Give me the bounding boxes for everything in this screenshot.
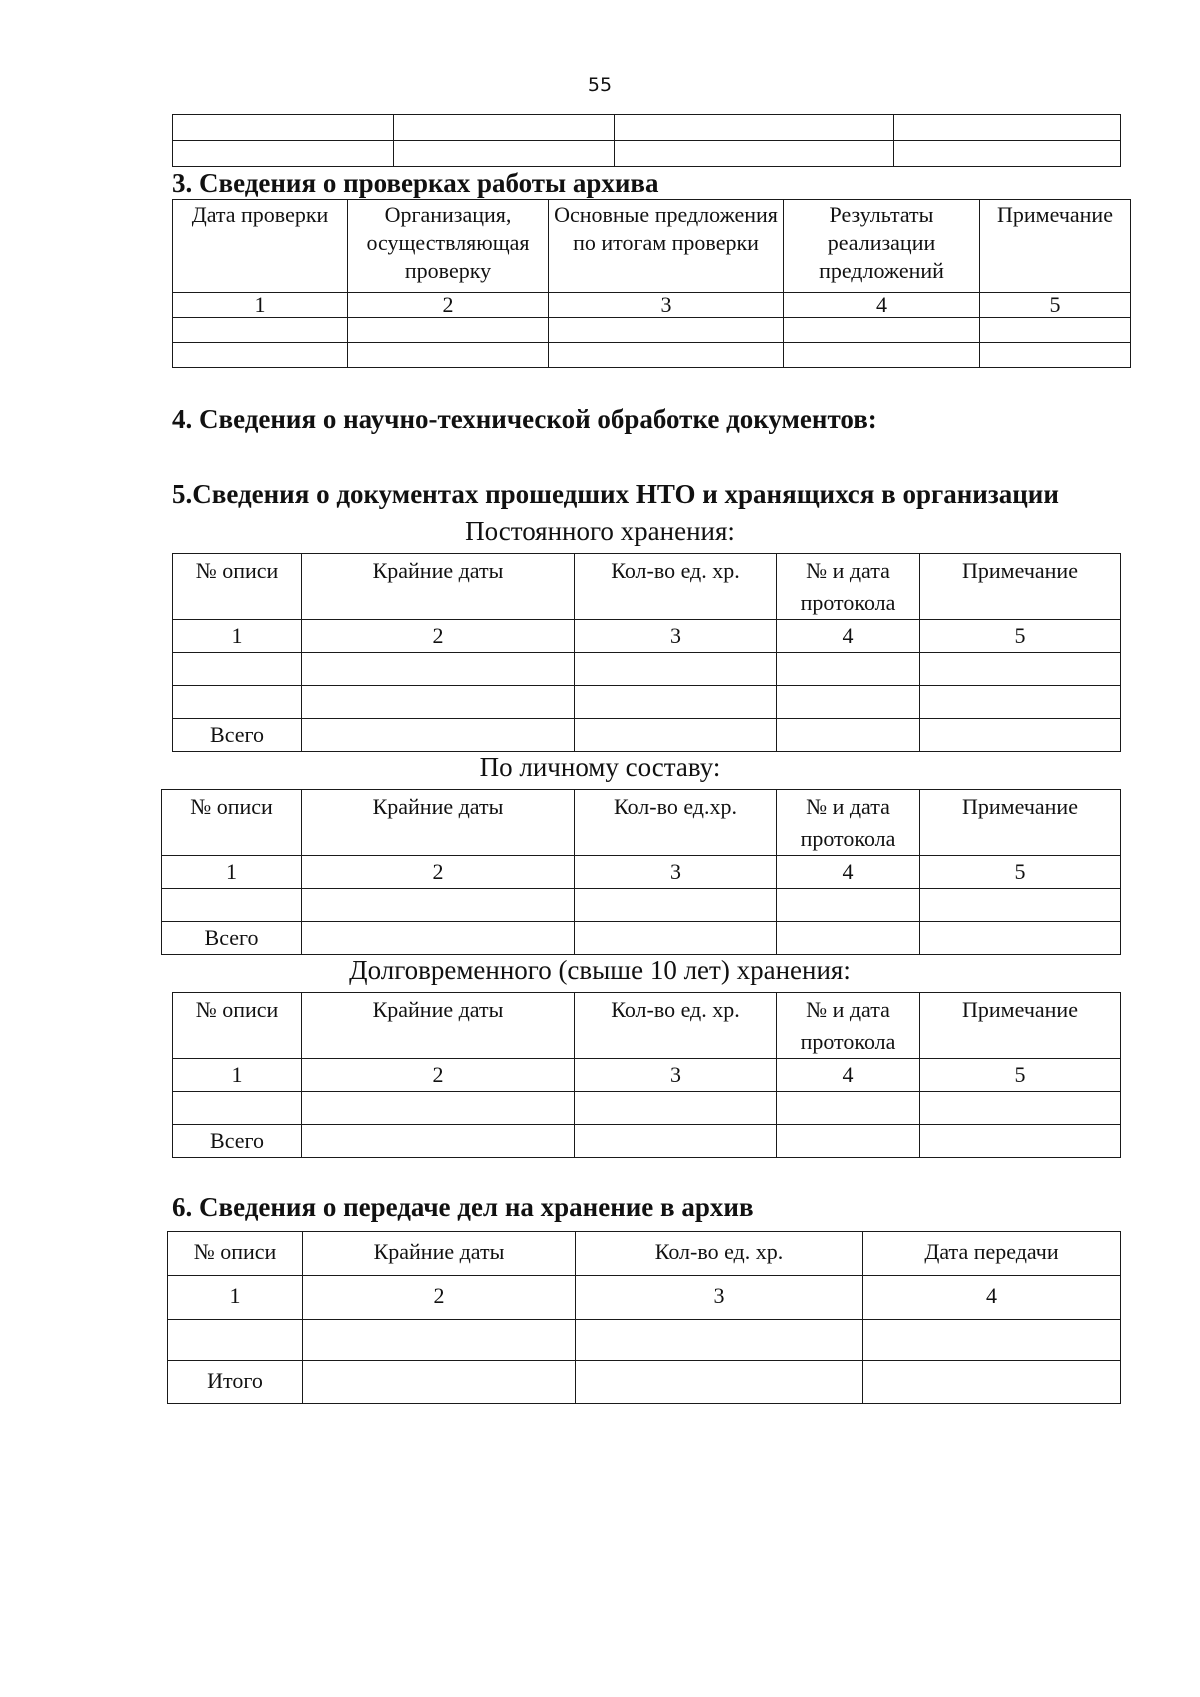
table-cell: [576, 1361, 863, 1404]
total-label: Итого: [168, 1361, 303, 1404]
section6-title: 6. Сведения о передаче дел на хранение в архив: [172, 1192, 754, 1222]
table-cell: [173, 653, 302, 686]
section4-title: 4. Сведения о научно-технической обработке документов:: [172, 404, 877, 434]
table-cell: [575, 719, 777, 752]
table-cell: [784, 318, 980, 343]
permanent-storage-subtitle: Постоянного хранения:: [465, 516, 735, 546]
header-organization: Организация, осуществляющая проверку: [348, 200, 549, 293]
table-cell: [173, 115, 394, 141]
column-number: 5: [920, 620, 1121, 653]
column-number: 4: [777, 1059, 920, 1092]
header-inventory-number: № описи: [173, 554, 302, 620]
table-cell: [549, 318, 784, 343]
longterm-storage-table: [172, 992, 1121, 1158]
table-cell: [575, 889, 777, 922]
table-cell: [302, 653, 575, 686]
table-cell: [302, 922, 575, 955]
header-inventory-number: № описи: [173, 993, 302, 1059]
column-number: 5: [980, 293, 1131, 318]
table-cell: [920, 889, 1121, 922]
inspections-table: [172, 199, 1131, 368]
table-cell: [173, 141, 394, 167]
table-cell: [549, 343, 784, 368]
column-number: 2: [302, 620, 575, 653]
header-date-range: Крайние даты: [303, 1232, 576, 1276]
column-number: 1: [162, 856, 302, 889]
header-date-range: Крайние даты: [302, 790, 575, 856]
column-number: 3: [575, 1059, 777, 1092]
column-number: 4: [863, 1276, 1121, 1320]
personnel-table: [161, 789, 1121, 955]
header-storage-units: Кол-во ед. хр.: [575, 554, 777, 620]
section3-title: 3. Сведения о проверках работы архива: [172, 168, 659, 198]
header-inventory-number: № описи: [168, 1232, 303, 1276]
table-cell: [784, 343, 980, 368]
previous-table-fragment: [172, 114, 1121, 167]
table-cell: [575, 686, 777, 719]
longterm-storage-subtitle: Долговременного (свыше 10 лет) хранения:: [349, 955, 851, 985]
total-label: Всего: [173, 1125, 302, 1158]
table-cell: [302, 889, 575, 922]
column-number: 1: [168, 1276, 303, 1320]
header-proposals: Основные предложения по итогам проверки: [549, 200, 784, 293]
header-inventory-number: № описи: [162, 790, 302, 856]
column-number: 3: [549, 293, 784, 318]
table-cell: [920, 922, 1121, 955]
table-cell: [303, 1361, 576, 1404]
table-cell: [777, 1092, 920, 1125]
table-cell: [302, 1092, 575, 1125]
table-cell: [162, 889, 302, 922]
column-number: 2: [303, 1276, 576, 1320]
table-cell: [777, 922, 920, 955]
header-note: Примечание: [920, 554, 1121, 620]
table-cell: [777, 686, 920, 719]
page-number: 55: [587, 74, 613, 96]
header-protocol: № и дата протокола: [777, 790, 920, 856]
header-date-range: Крайние даты: [302, 554, 575, 620]
table-cell: [863, 1361, 1121, 1404]
table-cell: [173, 318, 348, 343]
column-number: 4: [777, 620, 920, 653]
table-cell: [173, 343, 348, 368]
table-cell: [920, 686, 1121, 719]
table-cell: [777, 719, 920, 752]
header-transfer-date: Дата передачи: [863, 1232, 1121, 1276]
table-cell: [894, 141, 1121, 167]
table-cell: [980, 343, 1131, 368]
table-cell: [920, 1125, 1121, 1158]
table-cell: [575, 1125, 777, 1158]
table-cell: [394, 115, 615, 141]
column-number: 2: [302, 1059, 575, 1092]
total-label: Всего: [173, 719, 302, 752]
table-cell: [348, 343, 549, 368]
header-note: Примечание: [920, 790, 1121, 856]
column-number: 3: [575, 856, 777, 889]
column-number: 3: [575, 620, 777, 653]
table-cell: [303, 1320, 576, 1361]
column-number: 2: [302, 856, 575, 889]
table-cell: [920, 653, 1121, 686]
header-results: Результаты реализации предложений: [784, 200, 980, 293]
table-cell: [168, 1320, 303, 1361]
table-cell: [615, 141, 894, 167]
column-number: 1: [173, 293, 348, 318]
header-protocol: № и дата протокола: [777, 554, 920, 620]
table-cell: [777, 653, 920, 686]
header-inspection-date: Дата проверки: [173, 200, 348, 293]
header-storage-units: Кол-во ед. хр.: [575, 993, 777, 1059]
column-number: 2: [348, 293, 549, 318]
table-cell: [302, 719, 575, 752]
column-number: 5: [920, 856, 1121, 889]
header-storage-units: Кол-во ед.хр.: [575, 790, 777, 856]
column-number: 4: [777, 856, 920, 889]
header-note: Примечание: [980, 200, 1131, 293]
table-cell: [863, 1320, 1121, 1361]
section5-title: 5.Сведения о документах прошедших НТО и хранящихся в организации: [172, 479, 1059, 509]
table-cell: [575, 922, 777, 955]
table-cell: [302, 686, 575, 719]
table-cell: [777, 889, 920, 922]
table-cell: [173, 1092, 302, 1125]
table-cell: [894, 115, 1121, 141]
column-number: 4: [784, 293, 980, 318]
table-cell: [302, 1125, 575, 1158]
table-cell: [173, 686, 302, 719]
column-number: 1: [173, 620, 302, 653]
personnel-subtitle: По личному составу:: [479, 752, 721, 782]
table-cell: [980, 318, 1131, 343]
column-number: 1: [173, 1059, 302, 1092]
table-cell: [615, 115, 894, 141]
header-storage-units: Кол-во ед. хр.: [576, 1232, 863, 1276]
table-cell: [777, 1125, 920, 1158]
header-protocol: № и дата протокола: [777, 993, 920, 1059]
total-label: Всего: [162, 922, 302, 955]
table-cell: [394, 141, 615, 167]
table-cell: [920, 1092, 1121, 1125]
transfer-table: [167, 1231, 1121, 1404]
table-cell: [575, 1092, 777, 1125]
table-cell: [920, 719, 1121, 752]
table-cell: [576, 1320, 863, 1361]
header-date-range: Крайние даты: [302, 993, 575, 1059]
column-number: 5: [920, 1059, 1121, 1092]
permanent-storage-table: [172, 553, 1121, 752]
header-note: Примечание: [920, 993, 1121, 1059]
table-cell: [575, 653, 777, 686]
column-number: 3: [576, 1276, 863, 1320]
table-cell: [348, 318, 549, 343]
